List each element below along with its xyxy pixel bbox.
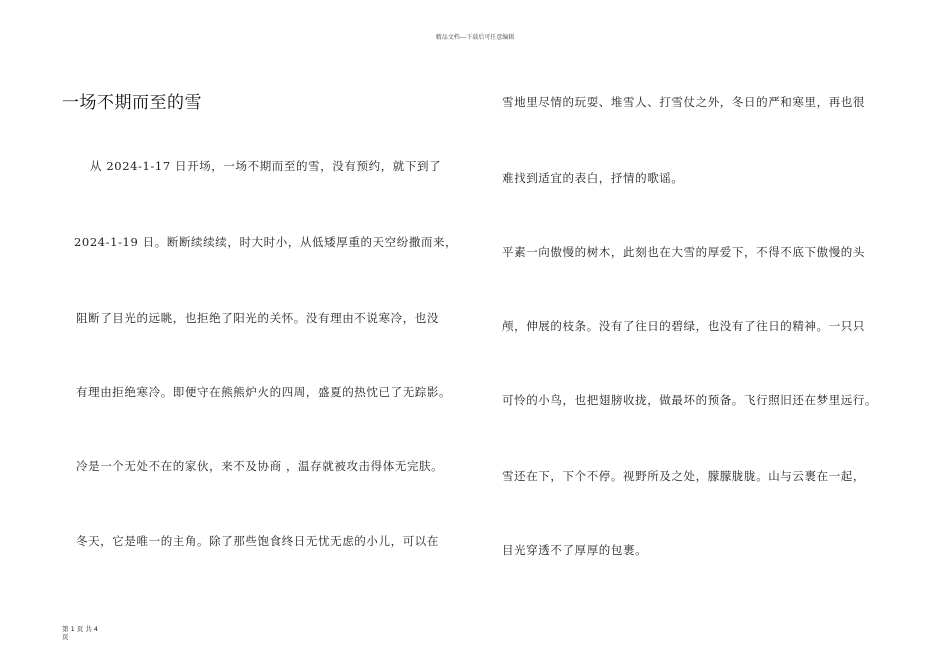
body-line-left-1: 从 2024-1-17 日开场，一场不期而至的雪，没有预约，就下到了 xyxy=(90,159,442,173)
body-line-left-6: 冬天，它是唯一的主角。除了那些饱食终日无忧无虑的小儿，可以在 xyxy=(76,534,439,548)
article-title: 一场不期而至的雪 xyxy=(62,93,202,113)
page-footer xyxy=(62,625,98,641)
body-line-right-3: 平素一向傲慢的树木，此刻也在大雪的厚爱下，不得不底下傲慢的头 xyxy=(502,245,865,259)
page-number-line-2: 页 xyxy=(62,633,69,641)
body-line-right-1: 雪地里尽情的玩耍、堆雪人、打雪仗之外，冬日的严和寒里，再也很 xyxy=(502,95,865,109)
body-line-right-7: 目光穿透不了厚厚的包裹。 xyxy=(502,543,648,557)
body-line-left-3: 阻断了目光的远眺，也拒绝了阳光的关怀。没有理由不说寒冷，也没 xyxy=(76,311,439,325)
body-line-right-6: 雪还在下，下个不停。视野所及之处，朦朦胧胧。山与云裹在一起， xyxy=(502,469,865,483)
body-line-right-4: 颅，伸展的枝条。没有了往日的碧绿，也没有了往日的精神。一只只 xyxy=(502,319,865,333)
body-line-left-5: 冷是一个无处不在的家伙，来不及协商 ，温存就被攻击得体无完肤。 xyxy=(76,459,444,473)
header-note: 精品文档---下载后可任意编辑 xyxy=(435,34,515,41)
body-line-left-2: 2024-1-19 日。断断续续续，时大时小，从低矮厚重的天空纷撒而来， xyxy=(74,235,458,249)
body-line-right-5: 可怜的小鸟，也把翅膀收拢，做最坏的预备。飞行照旧还在梦里远行。 xyxy=(502,393,878,407)
page-number-line-1: 第 1 页 共 4 xyxy=(62,625,99,633)
body-line-right-2: 难找到适宜的表白，抒情的歌谣。 xyxy=(502,171,684,185)
body-line-left-4: 有理由拒绝寒冷。即便守在熊熊炉火的四周，盛夏的热忱已了无踪影。 xyxy=(76,385,452,399)
